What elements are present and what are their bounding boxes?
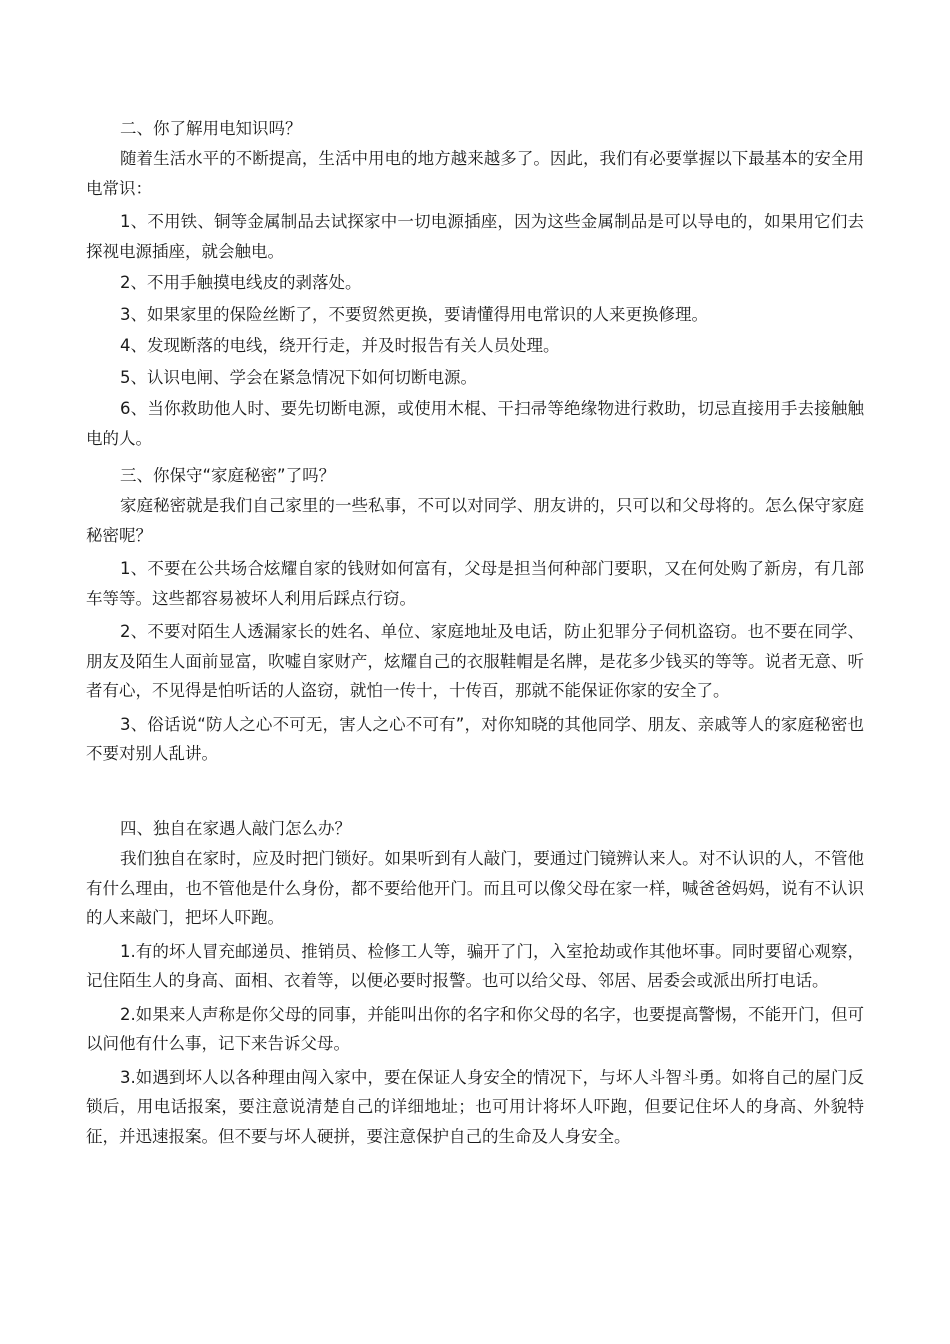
paragraph: 2、不要对陌生人透漏家长的姓名、单位、家庭地址及电话，防止犯罪分子伺机盗窃。也不要在同学、朋友及陌生人面前显富，吹嘘自家财产，炫耀自己的衣服鞋帽是名牌，是花多少钱买的等等。说者无意、听者有心，不见得是怕听话的人盗窃，就怕一传十，十传百，那就不能保证你家的安全了。 [86,622,864,700]
paragraph: 3、如果家里的保险丝断了，不要贸然更换，要请懂得用电常识的人来更换修理。 [120,304,708,324]
paragraph: 6、当你救助他人时、要先切断电源，或使用木棍、干扫帚等绝缘物进行救助，切忌直接用手去接触触电的人。 [86,399,864,448]
paragraph: 1、不要在公共场合炫耀自家的钱财如何富有，父母是担当何种部门要职，又在何处购了新房，有几部车等等。这些都容易被坏人利用后踩点行窃。 [86,559,864,608]
section-heading: 四、独自在家遇人敲门怎么办？ [120,819,351,838]
section-family-secrets [86,463,864,769]
paragraph: 1、不用铁、铜等金属制品去试探家中一切电源插座，因为这些金属制品是可以导电的，如果用它们去探视电源插座，就会触电。 [86,212,864,261]
paragraph: 1.有的坏人冒充邮递员、推销员、检修工人等，骗开了门，入室抢劫或作其他坏事。同时要留心观察，记住陌生人的身高、面相、衣着等，以便必要时报警。也可以给父母、邻居、居委会或派出所打电话。 [86,941,864,990]
paragraph: 家庭秘密就是我们自己家里的一些私事，不可以对同学、朋友讲的，只可以和父母将的。怎么保守家庭秘密呢？ [86,496,864,545]
paragraph: 我们独自在家时，应及时把门锁好。如果听到有人敲门，要通过门镜辨认来人。对不认识的人，不管他有什么理由，也不管他是什么身份，都不要给他开门。而且可以像父母在家一样，喊爸爸妈妈，说有不认识的人来敲门，把坏人吓跑。 [86,849,864,927]
section-heading: 二、你了解用电知识吗？ [120,119,302,138]
paragraph: 3、俗话说“防人之心不可无，害人之心不可有”，对你知晓的其他同学、朋友、亲戚等人的家庭秘密也不要对别人乱讲。 [86,714,864,763]
paragraph: 5、认识电闸、学会在紧急情况下如何切断电源。 [120,367,477,387]
paragraph: 2、不用手触摸电线皮的剥落处。 [120,273,362,292]
section-home-alone [86,816,864,1151]
paragraph: 2.如果来人声称是你父母的同事，并能叫出你的名字和你父母的名字，也要提高警惕，不能开门，但可以问他有什么事，记下来告诉父母。 [86,1004,864,1053]
paragraph: 随着生活水平的不断提高，生活中用电的地方越来越多了。因此，我们有必要掌握以下最基本的安全用电常识： [86,149,864,198]
paragraph: 4、发现断落的电线，绕开行走，并及时报告有关人员处理。 [120,336,560,355]
paragraph: 3.如遇到坏人以各种理由闯入家中，要在保证人身安全的情况下，与坏人斗智斗勇。如将自己的屋门反锁后，用电话报案，要注意说清楚自己的详细地址；也可用计将坏人吓跑，但要记住坏人的身高、外貌特征，并迅速报案。但不要与坏人硬拼，要注意保护自己的生命及人身安全。 [86,1067,864,1146]
section-electricity [86,116,864,453]
section-heading: 三、你保守“家庭秘密”了吗？ [120,466,336,485]
